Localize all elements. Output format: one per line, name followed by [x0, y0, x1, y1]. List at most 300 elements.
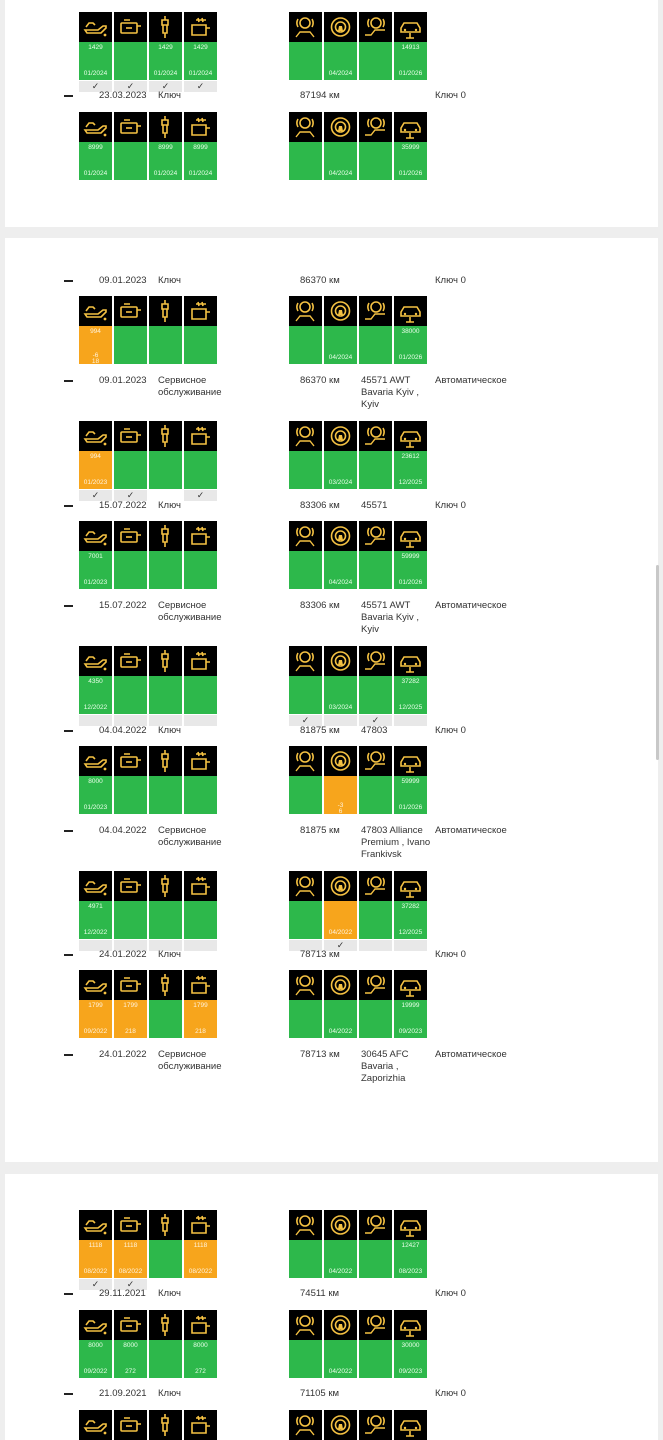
service-tile-diesel-filter	[184, 112, 217, 180]
tile-value: 38000	[401, 328, 420, 335]
tile-icon-box	[289, 746, 322, 776]
brake-disc-icon	[328, 115, 353, 139]
service-tile-front-brake	[289, 871, 322, 939]
tile-value: 8000	[88, 778, 103, 785]
rear-brake-icon	[363, 15, 388, 39]
tile-status-body	[149, 142, 182, 180]
tile-icon-box	[184, 1410, 217, 1440]
tile-icon-box	[79, 1310, 112, 1340]
tile-status-body	[79, 676, 112, 714]
tile-icon-box	[359, 1310, 392, 1340]
tile-due-date: 03/2024	[328, 479, 353, 486]
service-tile-vehicle-check	[394, 421, 427, 489]
service-tile-brake-fluid	[114, 112, 147, 180]
tile-icon-box	[324, 12, 357, 42]
tile-status-body	[149, 551, 182, 589]
record-mileage: 81875 км	[300, 825, 340, 836]
service-tile-spark-plug	[149, 646, 182, 714]
service-tile-brake-fluid	[114, 746, 147, 814]
brake-disc-icon	[328, 973, 353, 997]
tile-value: 8000	[193, 1342, 208, 1349]
record-result: Автоматическое	[435, 825, 507, 836]
service-tile-brake-disc	[324, 871, 357, 950]
tile-due-date: 09/2022	[83, 1368, 108, 1375]
tile-status-body	[289, 1000, 322, 1038]
tile-value: 37282	[401, 678, 420, 685]
engine-service-group	[79, 1210, 217, 1289]
spark-plug-icon	[153, 524, 178, 548]
history-card-2	[5, 238, 658, 1162]
tile-value: 994	[90, 453, 101, 460]
spark-plug-icon	[153, 15, 178, 39]
record-date: 04.04.2022	[99, 725, 147, 736]
record-dealer: 47803 Alliance Premium , Ivano Frankivsk	[361, 825, 431, 860]
service-tile-vehicle-check	[394, 1310, 427, 1378]
tile-status-body	[324, 42, 357, 80]
tile-due-date: 04/2022	[328, 1268, 353, 1275]
expand-dash[interactable]	[64, 505, 73, 507]
engine-service-group	[79, 296, 217, 364]
tile-status-body	[394, 42, 427, 80]
diesel-filter-icon	[188, 1413, 213, 1437]
service-tile-spark-plug	[149, 746, 182, 814]
service-tile-front-brake	[289, 746, 322, 814]
brake-fluid-icon	[118, 299, 143, 323]
tile-remaining: -3	[337, 802, 344, 809]
tile-icon-box	[149, 646, 182, 676]
tile-status-body	[149, 1340, 182, 1378]
tile-icon-box	[289, 296, 322, 326]
tile-due-date: 09/2023	[398, 1368, 423, 1375]
tile-value: 4971	[88, 903, 103, 910]
brake-disc-icon	[328, 524, 353, 548]
brake-service-group	[289, 871, 427, 950]
tile-status-body	[359, 1240, 392, 1278]
tile-due-date: 03/2024	[328, 704, 353, 711]
service-tile-brake-fluid	[114, 521, 147, 589]
indicator-section	[0, 12, 663, 91]
tile-due-date: 04/2022	[328, 1368, 353, 1375]
expand-dash[interactable]	[64, 605, 73, 607]
service-tile-diesel-filter	[184, 1310, 217, 1378]
diesel-filter-icon	[188, 1213, 213, 1237]
tile-status-body	[394, 1000, 427, 1038]
tile-status-body	[289, 326, 322, 364]
record-date: 09.01.2023	[99, 375, 147, 386]
record-result: Ключ 0	[435, 725, 466, 736]
diesel-filter-icon	[188, 649, 213, 673]
tile-value: 1118	[88, 1242, 103, 1249]
record-result: Ключ 0	[435, 1388, 466, 1399]
tile-icon-box	[114, 1410, 147, 1440]
tile-icon-box	[184, 112, 217, 142]
tile-due-date: 01/2024	[83, 170, 108, 177]
record-dealer: 45571	[361, 500, 388, 511]
tile-icon-box	[324, 112, 357, 142]
tile-value: 8999	[193, 144, 208, 151]
tile-icon-box	[359, 296, 392, 326]
record-date: 15.07.2022	[99, 500, 147, 511]
tile-status-body	[184, 1340, 217, 1378]
brake-fluid-icon	[118, 1413, 143, 1437]
service-tile-front-brake	[289, 970, 322, 1038]
service-tile-brake-disc	[324, 1310, 357, 1378]
record-dealer: 45571 AWT Bavaria Kyiv , Kyiv	[361, 600, 420, 635]
record-type: Ключ	[158, 949, 181, 960]
tile-status-body	[149, 1000, 182, 1038]
front-brake-icon	[293, 874, 318, 898]
service-tile-diesel-filter	[184, 296, 217, 364]
tile-icon-box	[114, 1310, 147, 1340]
tile-icon-box	[149, 421, 182, 451]
tile-icon-box	[114, 12, 147, 42]
tile-icon-box	[79, 970, 112, 1000]
service-tile-vehicle-check	[394, 1410, 427, 1440]
page-scrollbar[interactable]	[656, 565, 659, 760]
tile-icon-box	[184, 746, 217, 776]
service-tile-brake-disc	[324, 1410, 357, 1440]
tile-due-date: 272	[125, 1368, 136, 1375]
service-tile-front-brake	[289, 1310, 322, 1378]
service-tile-rear-brake	[359, 296, 392, 364]
tile-status-body	[79, 1240, 112, 1289]
service-tile-spark-plug	[149, 296, 182, 364]
tile-due-date: 04/2022	[328, 1028, 353, 1035]
tile-value: 1429	[193, 44, 208, 51]
front-brake-icon	[293, 115, 318, 139]
tile-remaining: -6	[92, 352, 99, 359]
brake-fluid-icon	[118, 973, 143, 997]
tile-status-body	[184, 326, 217, 364]
indicator-section	[0, 521, 663, 589]
tile-status-body	[359, 901, 392, 939]
service-tile-brake-disc	[324, 12, 357, 80]
engine-service-group	[79, 1310, 217, 1378]
expand-dash[interactable]	[64, 280, 73, 282]
expand-dash[interactable]	[64, 380, 73, 382]
tile-due-date: 01/2026	[398, 354, 423, 361]
service-tile-rear-brake	[359, 746, 392, 814]
tile-status-body	[114, 1340, 147, 1378]
tile-value: 59999	[401, 778, 420, 785]
brake-service-group	[289, 112, 427, 180]
tile-value: 12427	[401, 1242, 420, 1249]
record-date: 24.01.2022	[99, 949, 147, 960]
tile-value: 8000	[88, 1342, 103, 1349]
vehicle-check-icon	[398, 1213, 423, 1237]
record-type: Ключ	[158, 275, 181, 286]
record-type: Ключ	[158, 725, 181, 736]
service-tile-diesel-filter	[184, 12, 217, 91]
tile-icon-box	[149, 521, 182, 551]
tile-status-body	[79, 1000, 112, 1038]
brake-disc-icon	[328, 749, 353, 773]
tile-status-body	[359, 142, 392, 180]
tile-status-body	[114, 142, 147, 180]
tile-check-mark: ✓	[324, 940, 357, 951]
record-result: Ключ 0	[435, 949, 466, 960]
tile-status-body	[184, 676, 217, 714]
spark-plug-icon	[153, 1413, 178, 1437]
tile-icon-box	[394, 1410, 427, 1440]
brake-disc-icon	[328, 1413, 353, 1437]
tile-status-body	[324, 1340, 357, 1378]
tile-check-mark: ✓	[114, 81, 147, 92]
history-card-1	[5, 0, 658, 227]
oil-icon	[83, 749, 108, 773]
tile-status-body	[184, 1240, 217, 1278]
record-type: Сервисное обслуживание	[158, 1049, 222, 1072]
brake-fluid-icon	[118, 1313, 143, 1337]
record-result: Ключ 0	[435, 90, 466, 101]
service-tile-oil	[79, 646, 112, 714]
tile-status-body	[394, 142, 427, 180]
service-tile-brake-fluid	[114, 871, 147, 939]
engine-service-group	[79, 421, 217, 500]
tile-due-date: 08/2023	[398, 1268, 423, 1275]
tile-status-body	[149, 326, 182, 364]
record-mileage: 86370 км	[300, 375, 340, 386]
engine-service-group	[79, 112, 217, 180]
tile-icon-box	[114, 421, 147, 451]
brake-service-group	[289, 970, 427, 1038]
tile-status-body	[149, 1240, 182, 1278]
tile-icon-box	[394, 1310, 427, 1340]
vehicle-check-icon	[398, 424, 423, 448]
service-tile-rear-brake	[359, 421, 392, 489]
indicator-section	[0, 296, 663, 364]
tile-status-body	[184, 1000, 217, 1038]
spark-plug-icon	[153, 299, 178, 323]
tile-status-body	[149, 451, 182, 489]
tile-icon-box	[114, 521, 147, 551]
tile-check-mark: ✓	[79, 81, 112, 92]
tile-icon-box	[324, 746, 357, 776]
tile-due-date: 01/2024	[153, 170, 178, 177]
oil-icon	[83, 524, 108, 548]
tile-status-body	[114, 451, 147, 500]
tile-status-body	[114, 551, 147, 589]
indicator-section	[0, 112, 663, 180]
spark-plug-icon	[153, 749, 178, 773]
record-date: 21.09.2021	[99, 1388, 147, 1399]
tile-status-body	[324, 451, 357, 489]
tile-status-body	[114, 42, 147, 91]
tile-status-body	[394, 451, 427, 489]
tile-icon-box	[394, 1210, 427, 1240]
tile-status-body	[289, 776, 322, 814]
record-mileage: 78713 км	[300, 949, 340, 960]
tile-icon-box	[289, 1410, 322, 1440]
oil-icon	[83, 874, 108, 898]
brake-service-group	[289, 646, 427, 725]
tile-icon-box	[79, 12, 112, 42]
tile-status-body	[149, 901, 182, 939]
rear-brake-icon	[363, 424, 388, 448]
service-tile-rear-brake	[359, 1410, 392, 1440]
tile-value: 35999	[401, 144, 420, 151]
tile-value: 8999	[158, 144, 173, 151]
tile-check-mark: ✓	[79, 490, 112, 501]
front-brake-icon	[293, 15, 318, 39]
record-dealer: 47803	[361, 725, 388, 736]
tile-status-body	[324, 776, 357, 814]
vehicle-check-icon	[398, 1313, 423, 1337]
record-result: Ключ 0	[435, 275, 466, 286]
brake-fluid-icon	[118, 1213, 143, 1237]
expand-dash[interactable]	[64, 1393, 73, 1395]
tile-due-date: 218	[125, 1028, 136, 1035]
tile-due-date: 12/2025	[398, 479, 423, 486]
service-tile-front-brake	[289, 646, 322, 725]
expand-dash[interactable]	[64, 730, 73, 732]
diesel-filter-icon	[188, 424, 213, 448]
service-tile-brake-fluid	[114, 1410, 147, 1440]
indicator-section	[0, 871, 663, 950]
tile-icon-box	[324, 871, 357, 901]
tile-icon-box	[324, 970, 357, 1000]
service-tile-brake-fluid	[114, 970, 147, 1038]
tile-icon-box	[289, 970, 322, 1000]
tile-due-date: 12/2025	[398, 929, 423, 936]
oil-icon	[83, 15, 108, 39]
spark-plug-icon	[153, 973, 178, 997]
record-type: Ключ	[158, 500, 181, 511]
tile-icon-box	[359, 646, 392, 676]
tile-check-mark: ✓	[114, 1279, 147, 1290]
diesel-filter-icon	[188, 973, 213, 997]
front-brake-icon	[293, 424, 318, 448]
tile-value: 1118	[123, 1242, 138, 1249]
diesel-filter-icon	[188, 15, 213, 39]
tile-due-date: 01/2024	[188, 70, 213, 77]
tile-due-date: 12/2022	[83, 704, 108, 711]
service-tile-oil	[79, 746, 112, 814]
diesel-filter-icon	[188, 524, 213, 548]
tile-icon-box	[289, 1210, 322, 1240]
service-tile-vehicle-check	[394, 970, 427, 1038]
tile-due-date: 08/2022	[118, 1268, 143, 1275]
tile-icon-box	[394, 970, 427, 1000]
diesel-filter-icon	[188, 1313, 213, 1337]
service-tile-vehicle-check	[394, 12, 427, 80]
tile-status-body	[149, 776, 182, 814]
service-tile-rear-brake	[359, 646, 392, 725]
tile-icon-box	[394, 12, 427, 42]
tile-icon-box	[114, 871, 147, 901]
diesel-filter-icon	[188, 749, 213, 773]
tile-status-body	[184, 451, 217, 500]
service-tile-brake-disc	[324, 1210, 357, 1278]
tile-icon-box	[79, 646, 112, 676]
tile-icon-box	[394, 646, 427, 676]
tile-icon-box	[184, 646, 217, 676]
brake-disc-icon	[328, 299, 353, 323]
rear-brake-icon	[363, 524, 388, 548]
tile-value: 1429	[88, 44, 103, 51]
tile-status-body	[79, 142, 112, 180]
expand-dash[interactable]	[64, 954, 73, 956]
record-dealer: 30645 AFC Bavaria , Zaporizhia	[361, 1049, 409, 1084]
engine-service-group	[79, 646, 217, 714]
engine-service-group	[79, 871, 217, 939]
vehicle-check-icon	[398, 15, 423, 39]
tile-status-body	[324, 551, 357, 589]
tile-value: 23612	[401, 453, 420, 460]
tile-status-body	[79, 42, 112, 91]
engine-service-group	[79, 970, 217, 1038]
tile-status-body	[289, 901, 322, 939]
service-tile-spark-plug	[149, 521, 182, 589]
tile-status-body	[184, 901, 217, 939]
service-tile-brake-fluid	[114, 421, 147, 500]
record-date: 24.01.2022	[99, 1049, 147, 1060]
front-brake-icon	[293, 973, 318, 997]
record-date: 29.11.2021	[99, 1288, 146, 1299]
tile-check-mark	[359, 940, 392, 951]
expand-dash[interactable]	[64, 95, 73, 97]
rear-brake-icon	[363, 649, 388, 673]
tile-icon-box	[324, 1210, 357, 1240]
tile-icon-box	[149, 746, 182, 776]
tile-status-body	[324, 1240, 357, 1278]
service-tile-brake-disc	[324, 521, 357, 589]
tile-status-body	[184, 42, 217, 91]
brake-service-group	[289, 1410, 427, 1440]
service-tile-rear-brake	[359, 871, 392, 939]
front-brake-icon	[293, 1213, 318, 1237]
brake-disc-icon	[328, 15, 353, 39]
tile-status-body	[114, 776, 147, 814]
tile-icon-box	[184, 1310, 217, 1340]
tile-value: 994	[90, 328, 101, 335]
tile-due-date: 01/2026	[398, 579, 423, 586]
front-brake-icon	[293, 299, 318, 323]
front-brake-icon	[293, 1413, 318, 1437]
record-mileage: 86370 км	[300, 275, 340, 286]
tile-icon-box	[79, 1410, 112, 1440]
brake-fluid-icon	[118, 15, 143, 39]
expand-dash[interactable]	[64, 830, 73, 832]
service-tile-rear-brake	[359, 970, 392, 1038]
service-tile-brake-fluid	[114, 1310, 147, 1378]
oil-icon	[83, 649, 108, 673]
tile-status-body	[394, 776, 427, 814]
tile-status-body	[184, 142, 217, 180]
tile-status-body	[394, 1340, 427, 1378]
tile-status-body	[359, 1000, 392, 1038]
tile-status-body	[289, 551, 322, 589]
front-brake-icon	[293, 524, 318, 548]
oil-icon	[83, 424, 108, 448]
record-result: Ключ 0	[435, 500, 466, 511]
brake-disc-icon	[328, 424, 353, 448]
expand-dash[interactable]	[64, 1054, 73, 1056]
tile-status-body	[289, 451, 322, 489]
tile-icon-box	[114, 112, 147, 142]
service-tile-spark-plug	[149, 112, 182, 180]
tile-status-body	[359, 551, 392, 589]
tile-status-body	[394, 901, 427, 939]
tile-icon-box	[79, 1210, 112, 1240]
record-type: Ключ	[158, 90, 181, 101]
indicator-section	[0, 421, 663, 500]
tile-icon-box	[79, 521, 112, 551]
service-tile-spark-plug	[149, 1210, 182, 1278]
expand-dash[interactable]	[64, 1293, 73, 1295]
record-date: 09.01.2023	[99, 275, 147, 286]
tile-icon-box	[114, 646, 147, 676]
